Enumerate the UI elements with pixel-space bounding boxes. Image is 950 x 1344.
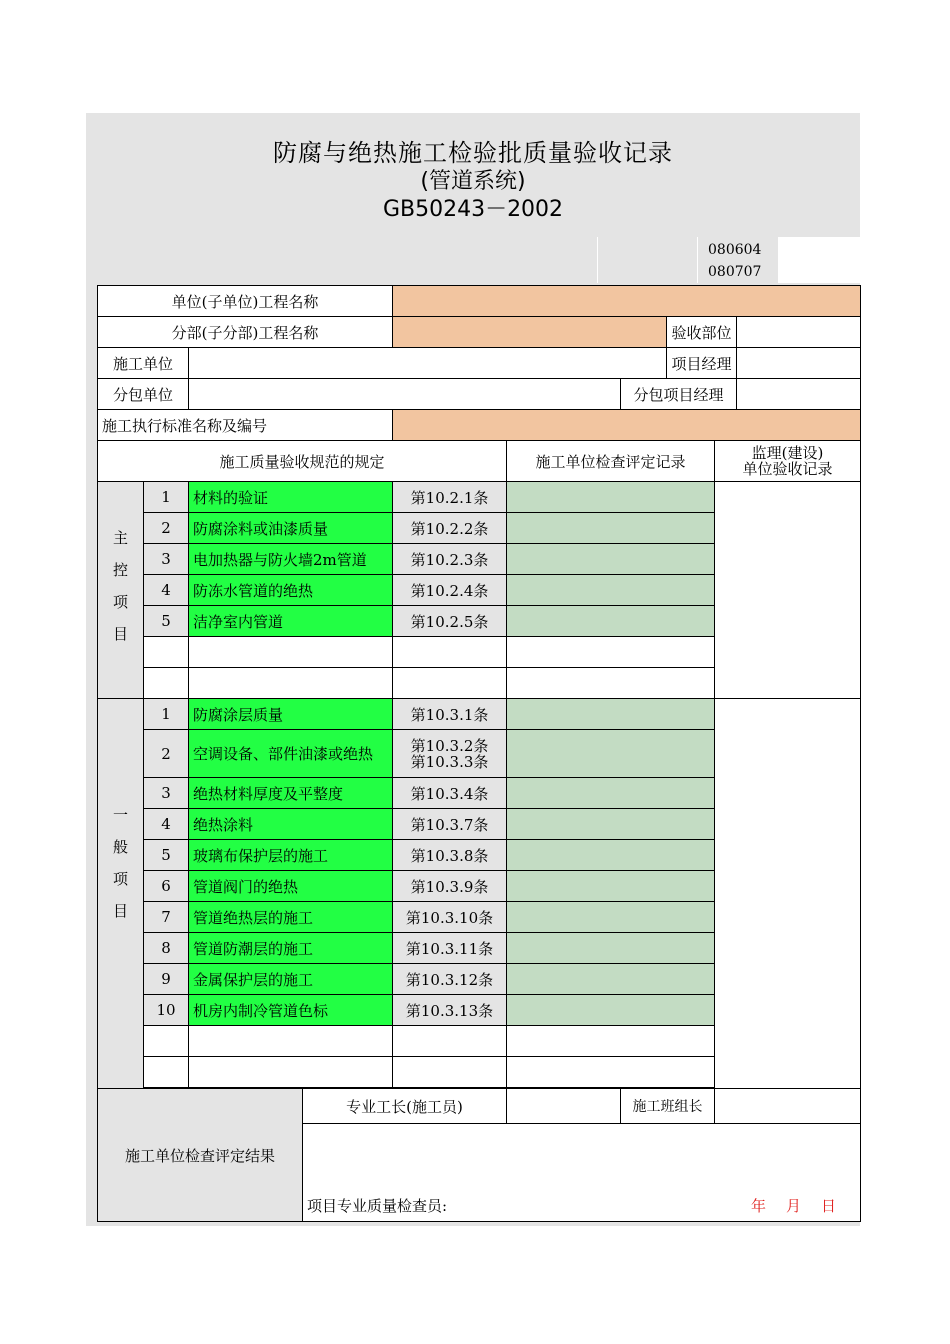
item-name: 管道阀门的绝热 [189,871,393,902]
subcontract-manager-label: 分包项目经理 [621,379,737,410]
item-name: 洁净室内管道 [189,606,393,637]
result-record-area[interactable] [303,1124,861,1190]
item-number: 2 [144,730,189,778]
item-number: 8 [144,933,189,964]
blank-cell[interactable] [507,637,715,668]
standard-label: 施工执行标准名称及编号 [98,410,393,441]
item-name: 机房内制冷管道色标 [189,995,393,1026]
blank-cell [189,668,393,699]
item-name: 玻璃布保护层的施工 [189,840,393,871]
blank-cell [393,1026,507,1057]
check-record-cell[interactable] [507,902,715,933]
item-clause: 第10.2.5条 [393,606,507,637]
supervision-header-line: 监理(建设) [751,444,824,462]
item-number: 6 [144,871,189,902]
supervision-record-cell[interactable] [715,482,861,699]
blank-cell [393,637,507,668]
check-record-cell[interactable] [507,544,715,575]
blank-cell[interactable] [507,668,715,699]
check-record-cell[interactable] [507,809,715,840]
item-clause: 第10.3.8条 [393,840,507,871]
subcontract-unit-label: 分包单位 [98,379,189,410]
standard-value[interactable] [393,410,861,441]
item-name: 绝热材料厚度及平整度 [189,778,393,809]
item-number: 3 [144,544,189,575]
item-clause: 第10.2.3条 [393,544,507,575]
check-record-cell[interactable] [507,699,715,730]
blank-cell [144,1026,189,1057]
spec-header: 施工质量验收规范的规定 [98,441,507,482]
item-name: 金属保护层的施工 [189,964,393,995]
item-number: 5 [144,606,189,637]
team-leader-label: 施工班组长 [621,1089,715,1124]
item-number: 10 [144,995,189,1026]
inspector-signature[interactable] [507,1190,715,1222]
item-name: 管道防潮层的施工 [189,933,393,964]
check-record-cell[interactable] [507,933,715,964]
result-label: 施工单位检查评定结果 [98,1089,303,1222]
item-clause: 第10.3.7条 [393,809,507,840]
item-name: 绝热涂料 [189,809,393,840]
section-label-char: 项 [112,593,128,611]
item-clause: 第10.3.12条 [393,964,507,995]
clause-line: 第10.3.2条 [410,736,489,755]
item-clause: 第10.3.9条 [393,871,507,902]
check-record-cell[interactable] [507,964,715,995]
item-clause: 第10.3.1条 [393,699,507,730]
item-clause: 第10.2.1条 [393,482,507,513]
item-clause: 第10.3.11条 [393,933,507,964]
acceptance-part-value[interactable] [737,317,861,348]
inspector-label: 项目专业质量检查员: [303,1190,507,1222]
item-clause: 第10.3.10条 [393,902,507,933]
standard-code: GB50243－2002 [382,197,564,222]
item-name: 电加热器与防火墙2m管道 [189,544,393,575]
construction-unit-value[interactable] [189,348,667,379]
construction-unit-label: 施工单位 [98,348,189,379]
blank-cell [189,1057,393,1088]
item-number: 4 [144,809,189,840]
check-record-cell[interactable] [507,778,715,809]
section-label-char: 般 [112,838,128,856]
item-clause: 第10.3.4条 [393,778,507,809]
form-code: 080604 [708,242,762,258]
blank-cell [189,1026,393,1057]
item-number: 5 [144,840,189,871]
inspection-form-table [97,285,861,1222]
form-code: 080707 [708,264,762,280]
item-name: 管道绝热层的施工 [189,902,393,933]
blank-cell [144,1057,189,1088]
form-title: 防腐与绝热施工检验批质量验收记录 [273,139,673,167]
item-clause: 第10.2.2条 [393,513,507,544]
section-label-char: 目 [112,902,128,920]
subcontract-unit-value[interactable] [189,379,621,410]
division-project-label: 分部(子分部)工程名称 [98,317,393,348]
item-clause [393,730,507,778]
clause-line: 第10.3.3条 [410,752,489,771]
blank-cell [144,637,189,668]
date-label: 年月日 [715,1190,861,1222]
item-name: 材料的验证 [189,482,393,513]
item-number: 7 [144,902,189,933]
supervision-header [715,441,861,482]
check-record-cell[interactable] [507,840,715,871]
supervision-record-cell[interactable] [715,699,861,1089]
blank-cell [189,637,393,668]
section-label-char: 主 [112,529,128,547]
supervision-header-line: 单位验收记录 [742,460,833,478]
check-record-cell[interactable] [507,482,715,513]
form-codes [708,239,761,283]
item-clause: 第10.3.13条 [393,995,507,1026]
main-items-section-label [98,482,144,699]
blank-cell [144,668,189,699]
project-manager-value[interactable] [737,348,861,379]
general-items-section-label [98,699,144,1089]
item-name: 防腐涂层质量 [189,699,393,730]
construction-check-header: 施工单位检查评定记录 [507,441,715,482]
code-row-divider [597,237,598,283]
blank-cell [393,668,507,699]
foreman-value[interactable] [507,1089,621,1124]
item-number: 3 [144,778,189,809]
unit-project-label: 单位(子单位)工程名称 [98,286,393,317]
check-record-cell[interactable] [507,871,715,902]
item-number: 1 [144,482,189,513]
blank-cell [393,1057,507,1088]
check-record-cell[interactable] [507,575,715,606]
section-label-char: 项 [112,870,128,888]
item-number: 4 [144,575,189,606]
section-label-char: 目 [112,625,128,643]
item-name: 空调设备、部件油漆或绝热 [189,730,393,778]
blank-cell[interactable] [507,1057,715,1088]
check-record-cell[interactable] [507,995,715,1026]
acceptance-part-label: 验收部位 [667,317,737,348]
section-label-char: 控 [112,561,128,579]
title-block [86,113,860,237]
blank-cell[interactable] [507,1026,715,1057]
item-number: 9 [144,964,189,995]
item-number: 2 [144,513,189,544]
division-project-value[interactable] [393,317,667,348]
item-number: 1 [144,699,189,730]
subcontract-manager-value[interactable] [737,379,861,410]
unit-project-value[interactable] [393,286,861,317]
section-label-char: 一 [112,806,128,824]
check-record-cell[interactable] [507,606,715,637]
team-leader-value[interactable] [715,1089,861,1124]
foreman-label: 专业工长(施工员) [303,1089,507,1124]
project-manager-label: 项目经理 [667,348,737,379]
form-subtitle: (管道系统) [420,169,526,194]
item-name: 防腐涂料或油漆质量 [189,513,393,544]
check-record-cell[interactable] [507,513,715,544]
item-name: 防冻水管道的绝热 [189,575,393,606]
code-row-divider [697,237,698,283]
item-clause: 第10.2.4条 [393,575,507,606]
check-record-cell[interactable] [507,730,715,778]
code-blank-cell [778,237,860,283]
